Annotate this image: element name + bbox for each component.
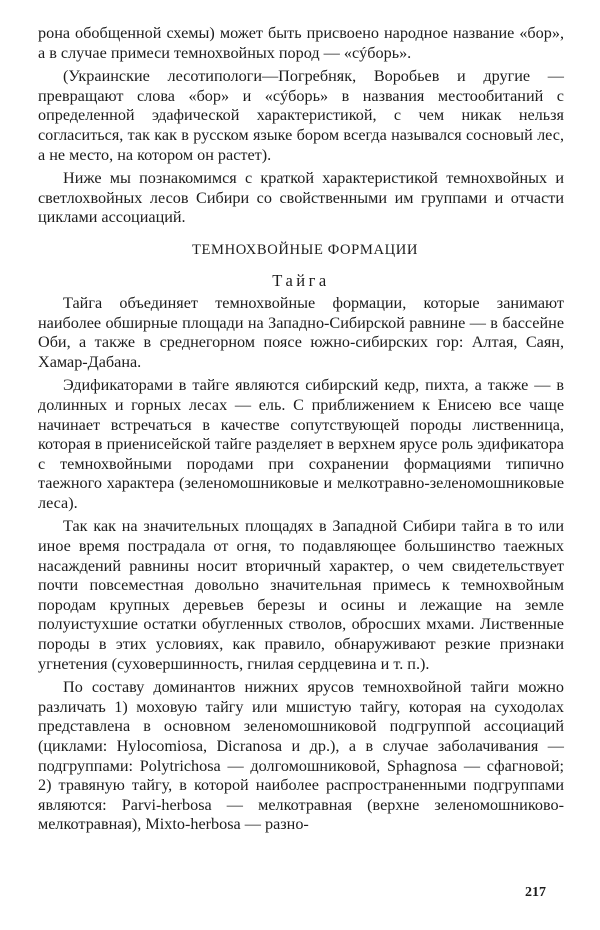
- page-number: 217: [525, 885, 546, 900]
- paragraph-5: Эдификаторами в тайге являются сибирский кедр, пихта, а также — в долинных и горных лесах — ель. С приближением к Енисею все чаще начинает встречаться в качестве сопутствующей породы лиственница, которая в приенисейской тайге разделяет в верхнем ярусе роль эдификатора с темнохвойными породами при сохранении формациями типично таежного характера (зеленомошниковые и мелкотравно-зеленомошниковые леса).: [38, 376, 564, 512]
- paragraph-7: По составу доминантов нижних ярусов темнохвойной тайги можно различать 1) моховую тайгу или мшистую тайгу, которая на суходолах представлена в основном зеленомошниковой подгруппой ассоциаций (циклами: Hylocomiosa, Dicranosa и др.), а в случае заболачивания — подгруппами: Polytrichosa — долгомошниковой, Sphagnosa — сфагновой; 2) травяную тайгу, в которой наиболее распространенными подгруппами являются: Parvi-herbosa — мелкотравная (верхне зеленомошниково-мелкотравная), Mixto-herbosa — разно-: [38, 678, 564, 834]
- paragraph-4: Тайга объединяет темнохвойные формации, которые занимают наиболее обширные площади на Западно-Сибирской равнине — в бассейне Оби, а также в среднегорном поясе южно-сибирских гор: Алтая, Саян, Хамар-Дабана.: [38, 293, 564, 371]
- paragraph-2: (Украинские лесотипологи—Погребняк, Воробьев и другие — превращают слова «бор» и «сýборь» в названия местообитаний с определенной эдафической характеристикой, с чем никак нельзя согласиться, так как в русском языке бором всегда назывался сосновый лес, а не место, на котором он растет).: [38, 67, 564, 164]
- paragraph-3: Ниже мы познакомимся с краткой характеристикой темнохвойных и светлохвойных лесов Сибири со свойственными им группами и отчасти циклами ассоциаций.: [38, 169, 564, 227]
- paragraph-1: рона обобщенной схемы) может быть присвоено народное название «бор», а в случае примеси темнохвойных пород — «сýборь».: [38, 24, 564, 62]
- subsection-heading: Тайга: [272, 270, 330, 290]
- section-heading: ТЕМНОХВОЙНЫЕ ФОРМАЦИИ: [191, 241, 419, 258]
- paragraph-6: Так как на значительных площадях в Западной Сибири тайга в то или иное время пострадала от огня, то подавляющее большинство таежных насаждений равнины носит вторичный характер, о чем свидетельствует почти повсеместная довольно значительная примесь к темнохвойным породам крупных деревьев березы и осины и лежащие на земле полуистухшие остатки обугленных стволов, обросших мхами. Лиственные породы в этих условиях, как правило, обнаруживают резкие признаки угнетения (суховершинность, гнилая сердцевина и т. п.).: [38, 517, 564, 673]
- book-page: [38, 24, 564, 835]
